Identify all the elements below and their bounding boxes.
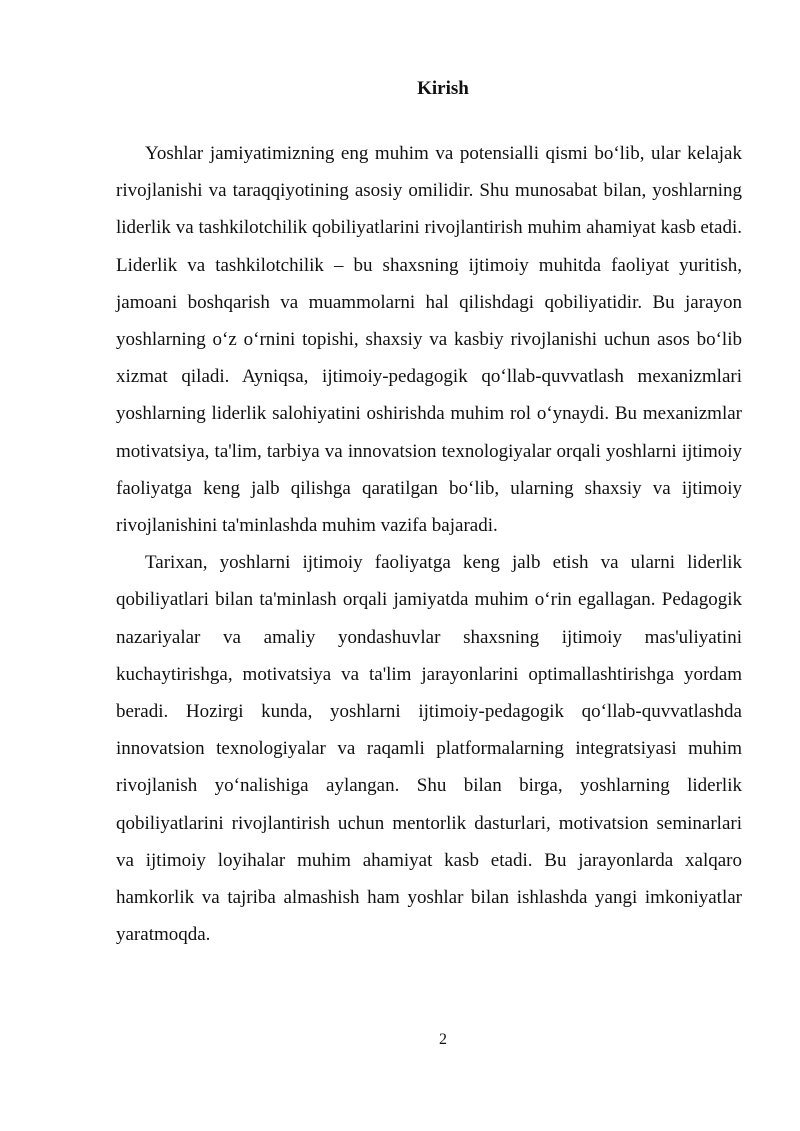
paragraph-2: Tarixan, yoshlarni ijtimoiy faoliyatga keng jalb etish va ularni liderlik qobiliyatlari bilan ta'minlash orqali jamiyatda muhim o‘rin egallagan. Pedagogik nazariyalar va amaliy yondashuvlar shaxsning ijtimoiy mas'uliyatini kuchaytirishga, motivatsiya va ta'lim jarayonlarini optimallashtirishga yordam beradi. Hozirgi kunda, yoshlarni ijtimoiy-pedagogik qo‘llab-quvvatlashda innovatsion texnologiyalar va raqamli platformalarning integratsiyasi muhim rivojlanish yo‘nalishiga aylangan. Shu bilan birga, yoshlarning liderlik qobiliyatlarini rivojlantirish uchun mentorlik dasturlari, motivatsion seminarlari va ijtimoiy loyihalar muhim ahamiyat kasb etadi. Bu jarayonlarda xalqaro hamkorlik va tajriba almashish ham yoshlar bilan ishlashda yangi imkoniyatlar yaratmoqda. [116, 552, 742, 946]
paragraph-1: Yoshlar jamiyatimizning eng muhim va potensialli qismi bo‘lib, ular kelajak rivojlanishi va taraqqiyotining asosiy omilidir. Shu munosabat bilan, yoshlarning liderlik va tashkilotchilik qobiliyatlarini rivojlantirish muhim ahamiyat kasb etadi. Liderlik va tashkilotchilik – bu shaxsning ijtimoiy muhitda faoliyat yuritish, jamoani boshqarish va muammolarni hal qilishdagi qobiliyatidir. Bu jarayon yoshlarning o‘z o‘rnini topishi, shaxsiy va kasbiy rivojlanishi uchun asos bo‘lib xizmat qiladi. Ayniqsa, ijtimoiy-pedagogik qo‘llab-quvvatlash mexanizmlari yoshlarning liderlik salohiyatini oshirishda muhim rol o‘ynaydi. Bu mexanizmlar motivatsiya, ta'lim, tarbiya va innovatsion texnologiyalar orqali yoshlarni ijtimoiy faoliyatga keng jalb qilishga qaratilgan bo‘lib, ularning shaxsiy va ijtimoiy rivojlanishini ta'minlashda muhim vazifa bajaradi. [116, 143, 742, 537]
page-title: Kirish [417, 78, 469, 99]
document-body [116, 135, 742, 953]
page-number: 2 [439, 1031, 447, 1048]
